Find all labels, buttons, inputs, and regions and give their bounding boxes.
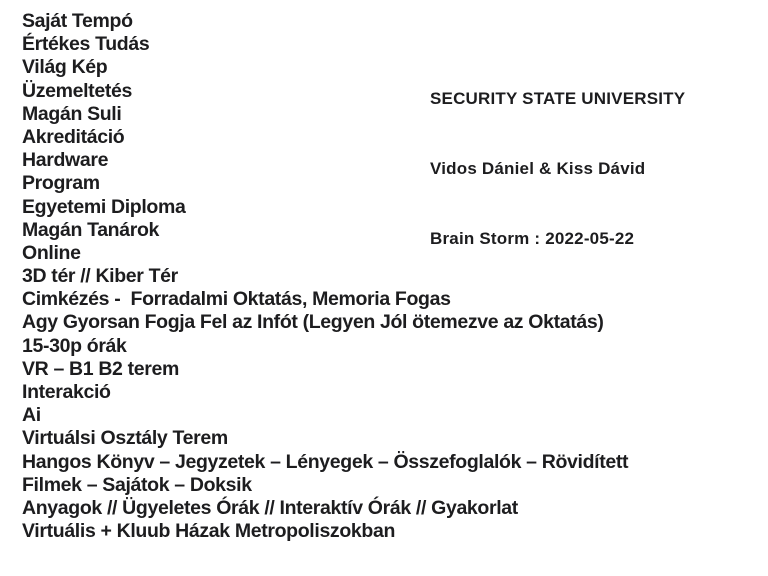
note-line: Virtuálsi Osztály Terem: [22, 427, 228, 450]
note-line: Egyetemi Diploma: [22, 195, 186, 218]
note-line: Saját Tempó: [22, 10, 133, 32]
note-line: Cimkézés - Forradalmi Oktatás, Memoria Fogas: [22, 288, 451, 311]
note-line: Világ Kép: [22, 56, 108, 79]
note-line: Hangos Könyv – Jegyzetek – Lényegek – Összefoglalók – Rövidített: [22, 450, 629, 473]
note-line: Filmek – Sajátok – Doksik: [22, 473, 252, 496]
note-line: Online: [22, 241, 81, 264]
note-line: Virtuális + Kluub Házak Metropoliszokban: [22, 520, 396, 543]
note-line: VR – B1 B2 terem: [22, 357, 179, 380]
note-line: Magán Tanárok: [22, 218, 160, 241]
note-line: Agy Gyorsan Fogja Fel az Infót (Legyen Jól ötemezve az Oktatás): [22, 311, 604, 334]
note-line: Üzemeltetés: [22, 79, 132, 102]
title-block: [430, 41, 685, 296]
note-line: Magán Suli: [22, 102, 122, 125]
session-date-line: Brain Storm : 2022-05-22: [430, 228, 635, 248]
note-line: Anyagok // Ügyeletes Órák // Interaktív Órák // Gyakorlat: [22, 496, 518, 519]
note-line: Akreditáció: [22, 125, 125, 148]
note-line: Interakció: [22, 381, 111, 403]
authors-line: Vidos Dániel & Kiss Dávid: [430, 159, 646, 178]
note-line: Program: [22, 172, 100, 195]
note-line: Ai: [22, 404, 41, 427]
note-line: Hardware: [22, 149, 109, 172]
note-line: 3D tér // Kiber Tér: [22, 265, 178, 288]
university-title: SECURITY STATE UNIVERSITY: [430, 89, 686, 109]
note-line: 15-30p órák: [22, 334, 127, 357]
note-line: Értékes Tudás: [22, 33, 150, 56]
